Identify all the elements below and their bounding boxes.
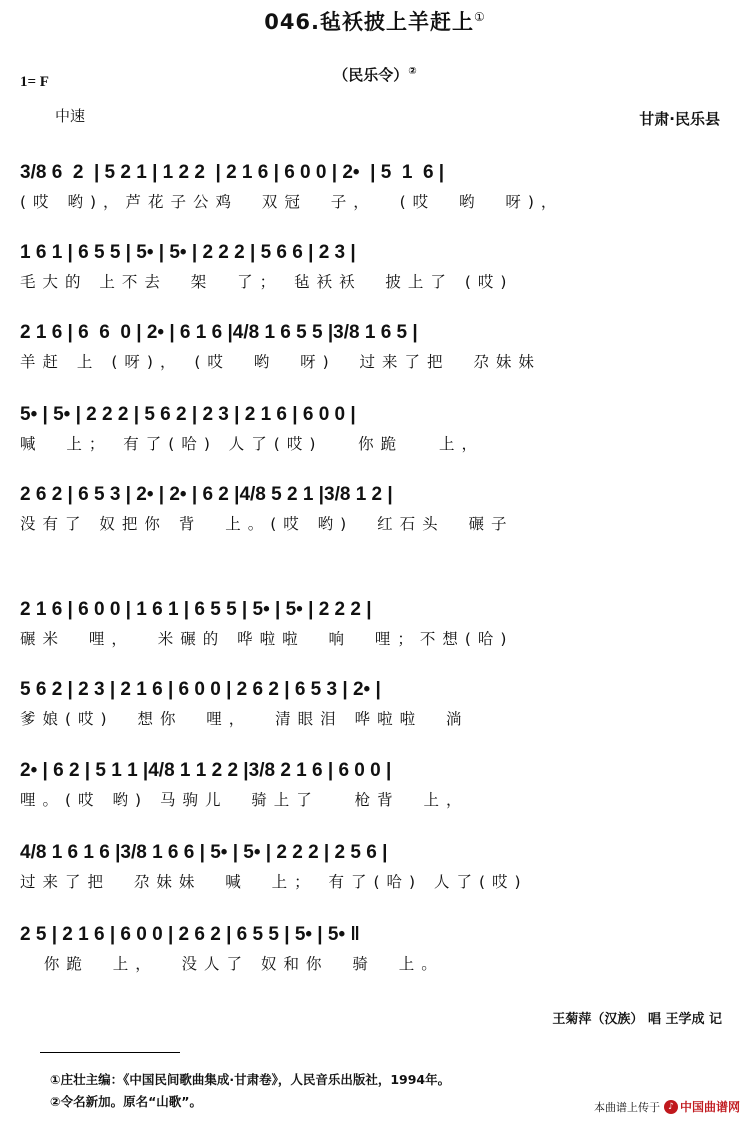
- notation-line: 2 6 2 | 6 5 3 | 2• | 2• | 6 2 |4/8 5 2 1 |3/8 1 2 |: [20, 484, 393, 505]
- score-system: [20, 472, 732, 544]
- score-system: [20, 310, 732, 382]
- lyrics-line: 喊 上； 有了(哈) 人了(哎) 你跪 上，: [20, 435, 484, 453]
- site-logo[interactable]: [664, 1098, 740, 1115]
- song-title: 046.毡袄披上羊赶上①: [264, 10, 486, 34]
- notation-line: 3/8 6 2 | 5 2 1 | 1 2 2 | 2 1 6 | 6 0 0 | 2• | 5 1 6 |: [20, 162, 445, 183]
- key-signature: 1= F: [20, 74, 49, 90]
- score-system: [20, 587, 732, 659]
- notation-line: 1 6 1 | 6 5 5 | 5• | 5• | 2 2 2 | 5 6 6 | 2 3 |: [20, 242, 356, 263]
- notation-line: 2 5 | 2 1 6 | 6 0 0 | 2 6 2 | 6 5 5 | 5• | 5• ‖: [20, 924, 360, 945]
- notation-line: 5 6 2 | 2 3 | 2 1 6 | 6 0 0 | 2 6 2 | 6 5 3 | 2• |: [20, 679, 381, 700]
- footnote-2: ②令名新加。原名“山歌”。: [50, 1094, 203, 1109]
- score-system: [20, 748, 732, 820]
- notation-line: 2 1 6 | 6 0 0 | 1 6 1 | 6 5 5 | 5• | 5• | 2 2 2 |: [20, 599, 372, 620]
- site-logo-icon: ♪: [664, 1100, 678, 1114]
- lyrics-line: 过来了把 尕妹妹 喊 上； 有了(哈) 人了(哎): [20, 873, 528, 891]
- score-system: [20, 912, 732, 984]
- score-system: [20, 392, 732, 464]
- notation-line: 4/8 1 6 1 6 |3/8 1 6 6 | 5• | 5• | 2 2 2 | 2 5 6 |: [20, 842, 388, 863]
- lyrics-line: 羊赶 上 (呀)， (哎 哟 呀) 过来了把 尕妹妹: [20, 353, 541, 371]
- tempo-marking: 中速: [55, 107, 86, 125]
- title-footnote-mark: ①: [474, 10, 486, 24]
- lyrics-line: 碾米 哩， 米碾的 哗啦啦 响 哩；不想(哈): [20, 630, 514, 648]
- score-system: [20, 230, 732, 302]
- credits: 王菊萍（汉族） 唱 王学成 记: [552, 1012, 722, 1027]
- score-system: [20, 667, 732, 739]
- lyrics-line: 你跪 上， 没人了 奴和你 骑 上。: [20, 955, 444, 973]
- upload-credit[interactable]: [594, 1098, 740, 1115]
- upload-text: 本曲谱上传于: [593, 1100, 660, 1114]
- notation-line: 2• | 6 2 | 5 1 1 |4/8 1 1 2 2 |3/8 2 1 6 | 6 0 0 |: [20, 760, 392, 781]
- lyrics-line: 哩。(哎 哟) 马驹儿 骑上了 枪背 上，: [20, 791, 469, 809]
- subtitle-footnote-mark: ②: [408, 66, 417, 77]
- site-name: 中国曲谱网: [679, 1100, 740, 1114]
- notation-line: 5• | 5• | 2 2 2 | 5 6 2 | 2 3 | 2 1 6 | 6 0 0 |: [20, 404, 356, 425]
- lyrics-line: 爹娘(哎) 想你 哩， 清眼泪 哗啦啦 淌: [20, 710, 469, 728]
- footnote-1: ①庄壮主编：《中国民间歌曲集成·甘肃卷》，人民音乐出版社，1994年。: [50, 1072, 451, 1087]
- score-system: [20, 150, 732, 222]
- footnote-divider: [40, 1052, 180, 1053]
- lyrics-line: 没有了 奴把你 背 上。(哎 哟) 红石头 碾子: [20, 515, 514, 533]
- song-subtitle: （民乐令）②: [333, 66, 417, 84]
- notation-line: 2 1 6 | 6 6 0 | 2• | 6 1 6 |4/8 1 6 5 5 |3/8 1 6 5 |: [20, 322, 418, 343]
- score-system: [20, 830, 732, 902]
- lyrics-line: (哎 哟)，芦花子公鸡 双冠 子， (哎 哟 呀)，: [20, 193, 564, 211]
- lyrics-line: 毛大的 上不去 架 了； 毡袄袄 披上了 (哎): [20, 273, 514, 291]
- region-label: 甘肃·民乐县: [639, 110, 720, 128]
